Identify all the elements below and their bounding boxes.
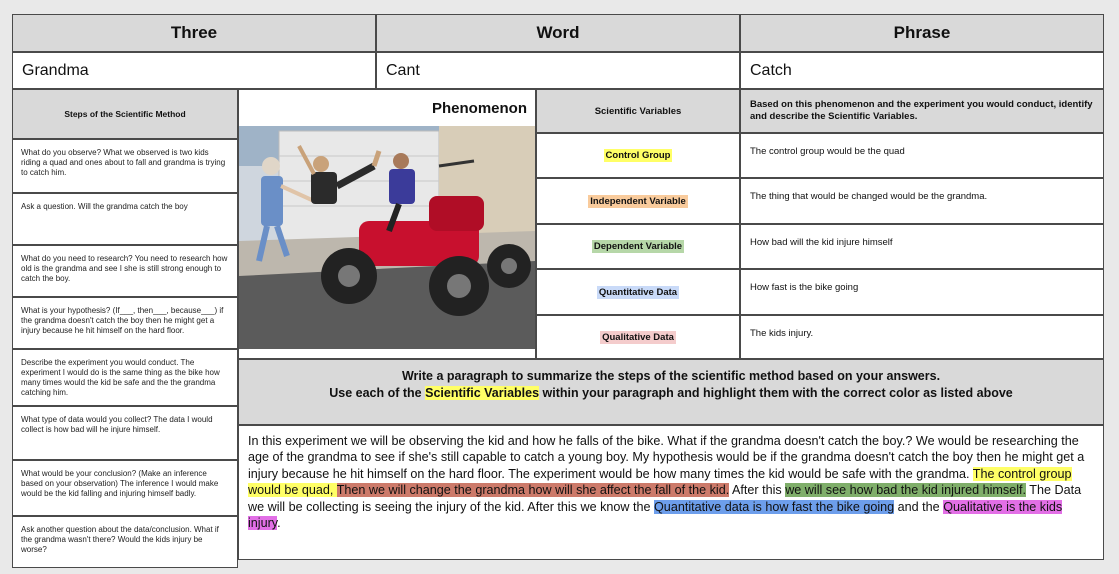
step-text: Describe the experiment you would conduct. The experiment I would do is the same thing as the bike how many times would the kid be safe and the the grandma catching him. — [21, 358, 220, 397]
step-text: Ask another question about the data/conclusion. What if the grandma wasn't there? Would the kids injury be worse? — [21, 525, 219, 554]
step-experiment[interactable] — [12, 349, 238, 406]
variables-header-right-text: Based on this phenomenon and the experiment you would conduct, identify and describe the Scientific Variables. — [750, 99, 1093, 122]
var-label: Control Group — [605, 150, 671, 161]
var-qualitative-answer[interactable] — [740, 315, 1104, 359]
value-phrase[interactable] — [740, 52, 1104, 89]
value-three-text: Grandma — [22, 61, 89, 79]
step-text: What do you observe? What we observed is two kids riding a quad and ones about to fall and grandma is trying to catch him. — [21, 148, 226, 177]
var-label: Quantitative Data — [598, 286, 678, 298]
highlight-dependent-variable: we will see how bad the kid injured himself. — [785, 483, 1027, 498]
paragraph-text: and the — [894, 499, 944, 514]
highlight-quantitative-data: Quantitative data is how fast the bike going — [654, 499, 895, 514]
var-dependent-label — [536, 224, 740, 269]
phenomenon-cell — [238, 89, 536, 359]
step-observe[interactable] — [12, 139, 238, 193]
var-label: Dependent Variable — [593, 241, 683, 252]
phenomenon-photo — [239, 126, 535, 349]
step-text: What is your hypothesis? (If___, then___, because___) if the grandma doesn't catch the boy then he might get a injury because he hit himself on the hard floor. — [21, 306, 224, 335]
variables-header-right — [740, 89, 1104, 133]
step-another-question[interactable] — [12, 516, 238, 568]
var-control-answer[interactable] — [740, 133, 1104, 178]
value-word-text: Cant — [386, 61, 420, 79]
paragraph-text: In this experiment we will be observing the kid and how he falls of the bike. What if the grandma doesn't catch the boy.? We would be researching the age of the grandma to see if she's still capable to catch a young boy. My hypothesis would be if the grandma doesn't catch the boy then he might get a injury because he hit himself on the hard floor. The experiment would be how many times the kid would be safe with the grandma. — [248, 434, 1085, 481]
summary-paragraph[interactable] — [238, 425, 1104, 560]
var-answer-text: How fast is the bike going — [750, 282, 859, 293]
step-text: Ask a question. Will the grandma catch the boy — [21, 202, 188, 211]
header-phrase-label: Phrase — [893, 23, 951, 42]
steps-title: Steps of the Scientific Method — [64, 109, 186, 119]
var-label: Qualitative Data — [602, 331, 674, 343]
var-quantitative-label — [536, 269, 740, 315]
paragraph-text: . — [277, 516, 281, 531]
instruction-highlight: Scientific Variables — [425, 386, 540, 400]
highlight-independent-variable: Then we will change the grandma how will she affect the fall of the kid. — [336, 483, 730, 498]
step-hypothesis[interactable] — [12, 297, 238, 349]
var-answer-text: The thing that would be changed would be the grandma. — [750, 191, 988, 202]
step-question[interactable] — [12, 193, 238, 245]
step-text: What do you need to research? You need to research how old is the grandma and see I she is still strong enough to catch the boy. — [21, 254, 228, 283]
header-three — [12, 14, 376, 52]
var-control-label — [536, 133, 740, 178]
instruction-line-2-end: within your paragraph and highlight them with the correct color as listed above — [539, 386, 1013, 400]
var-answer-text: How bad will the kid injure himself — [750, 237, 893, 248]
value-three[interactable] — [12, 52, 376, 89]
step-text: What would be your conclusion? (Make an inference based on your observation) The inference I would make would be the kid falling and injuring himself badly. — [21, 469, 219, 498]
steps-title-cell — [12, 89, 238, 139]
header-phrase — [740, 14, 1104, 52]
highlight-control-group: The control group would be quad, — [248, 466, 1072, 498]
paragraph-text: The Data we will be collecting is seeing the injury of the kid. After this we know the — [248, 483, 1082, 514]
var-label: Independent Variable — [590, 195, 686, 207]
value-phrase-text: Catch — [750, 61, 792, 79]
step-text: What type of data would you collect? The data I would collect is how bad will he injure himself. — [21, 415, 213, 434]
step-data[interactable] — [12, 406, 238, 460]
var-answer-text: The control group would be the quad — [750, 146, 905, 157]
variables-header-left — [536, 89, 740, 133]
highlight-qualitative-data: Qualitative is the kids injury — [248, 499, 1063, 531]
instruction-line-1: Write a paragraph to summarize the steps of the scientific method based on your answers. — [401, 369, 941, 383]
step-conclusion[interactable] — [12, 460, 238, 516]
value-word[interactable] — [376, 52, 740, 89]
var-dependent-answer[interactable] — [740, 224, 1104, 269]
header-word — [376, 14, 740, 52]
instruction-line-2 — [239, 385, 1103, 402]
var-qualitative-label — [536, 315, 740, 359]
var-independent-label — [536, 178, 740, 224]
step-research[interactable] — [12, 245, 238, 297]
variables-header-left-text: Scientific Variables — [594, 105, 682, 117]
header-three-label: Three — [170, 23, 218, 42]
var-independent-answer[interactable] — [740, 178, 1104, 224]
paragraph-text: After this — [729, 483, 786, 498]
phenomenon-title: Phenomenon — [431, 100, 527, 117]
instruction-line-2-start: Use each of the — [329, 386, 426, 400]
summary-instructions — [238, 359, 1104, 425]
var-quantitative-answer[interactable] — [740, 269, 1104, 315]
header-word-label: Word — [536, 23, 580, 42]
var-answer-text: The kids injury. — [750, 328, 814, 339]
